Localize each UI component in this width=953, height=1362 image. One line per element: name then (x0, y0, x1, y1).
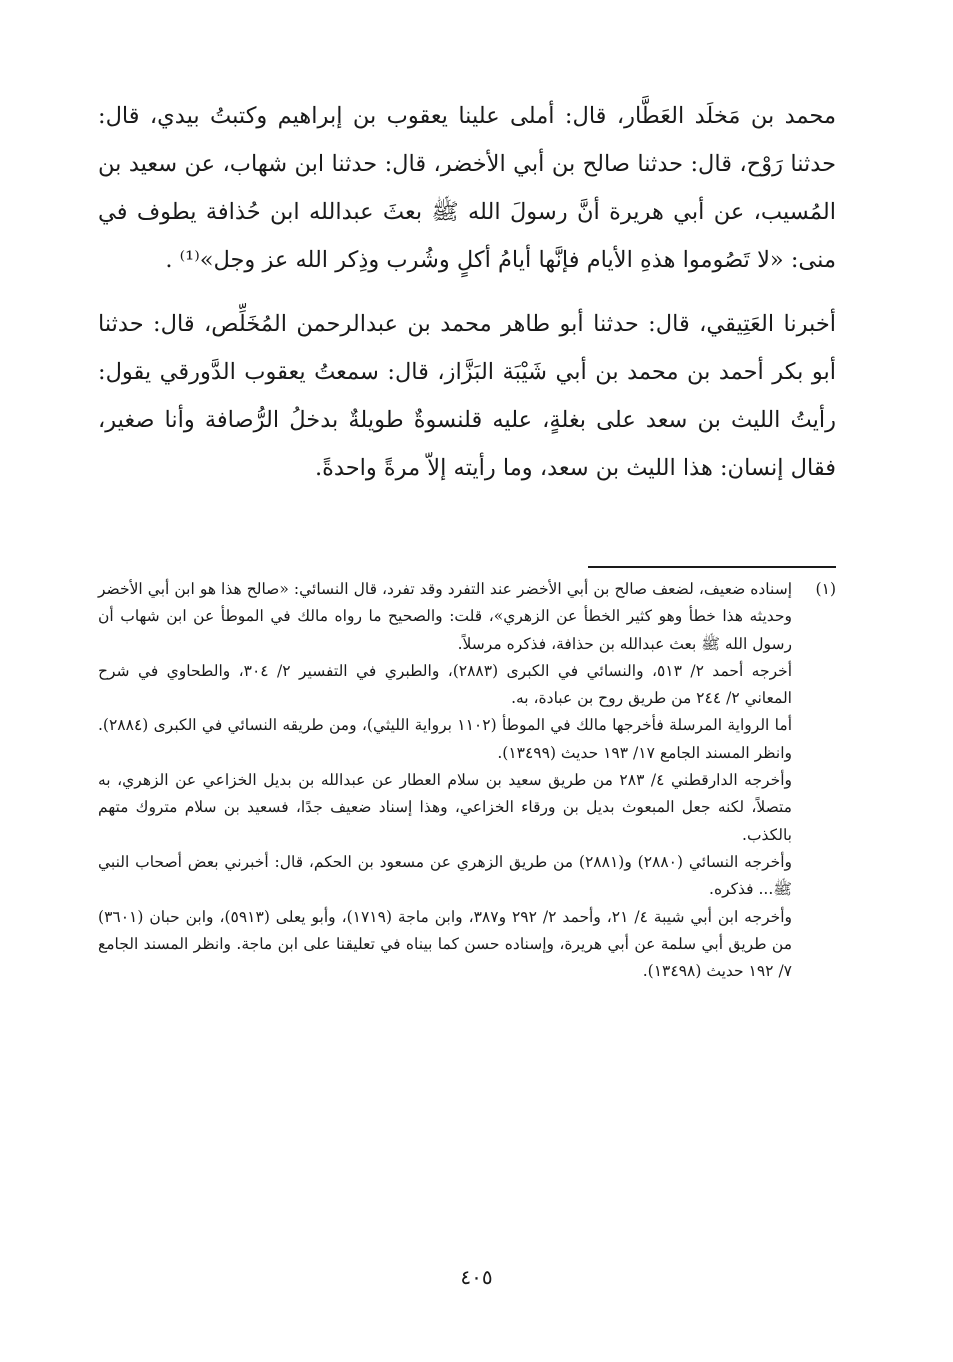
footnote-line: أخرجه أحمد ٢/ ٥١٣، والنسائي في الكبرى (٢٨٨٣)، والطبري في التفسير ٢/ ٣٠٤، والطحاوي في شرح المعاني ٢/ ٢٤٤ من طريق روح بن عبادة، به. (98, 661, 793, 708)
footnote-line: إسناده ضعيف، لضعف صالح بن أبي الأخضر عند التفرد وقد تفرد، قال النسائي: «صالح هذا هو ابن أبي الأخضر وحديثه هذا خطأ وهو كثير الخطأ عن الزهري»، قلت: والصحيح ما رواه مالك في الموطأ عن ابن شهاب أن رسول الله ﷺ بعث عبدالله بن حذافة، فذكره مرسلاً. (98, 580, 792, 653)
footnote-line: أما الرواية المرسلة فأخرجها مالك في الموطأ (١١٠٢ برواية الليثي)، ومن طريقه النسائي في الكبرى (٢٨٨٤). وانظر المسند الجامع ١٧/ ١٩٣ حديث (١٣٤٩٩). (98, 716, 793, 762)
footnote-line: وأخرجه ابن أبي شيبة ٤/ ٢١، وأحمد ٢/ ٢٩٢ و٣٨٧، وابن ماجة (١٧١٩)، وأبو يعلى (٥٩١٣)، وابن حبان (٣٦٠١) من طريق أبي سلمة عن أبي هريرة، وإسناده حسن كما بيناه في تعليقنا على ابن ماجة. وانظر المسند الجامع ٧/ ١٩٢ حديث (١٣٤٩٨). (98, 907, 792, 981)
footnote-number: (١) (815, 580, 836, 598)
footnotes (98, 576, 836, 985)
main-text (98, 92, 836, 492)
footnote-body (98, 576, 792, 985)
footnote-line: وأخرجه الدارقطني ٤/ ٢٨٣ من طريق سعيد بن سلام العطار عن عبدالله بن بديل الخزاعي عن الزهري، به متصلاً، لكنه جعل المبعوث بديل بن ورقاء الخزاعي، وهذا إسناد ضعيف جدًا، فسعيد بن سلام متروك متهم بالكذب. (98, 771, 792, 844)
footnote-divider (588, 566, 836, 568)
page-number: ٤٠٥ (460, 1265, 493, 1289)
paragraph-laith: أخبرنا العَتِيقي، قال: حدثنا أبو طاهر محمد بن عبدالرحمن المُخَلِّص، قال: حدثنا أبو بكر أحمد بن محمد بن أبي شَيْبَة البَزَّاز، قال: سمعتُ يعقوب الدَّورقي يقول: رأيتُ الليث بن سعد على بغلةٍ، عليه قلنسوةٌ طويلةٌ بدخلُ الرُّصافة وأنا صغير، فقال إنسان: هذا الليث بن سعد، وما رأيته إلاّ مرةً واحدةً. (98, 311, 836, 481)
footnote-line: وأخرجه النسائي (٢٨٨٠) و(٢٨٨١) من طريق الزهري عن مسعود بن الحكم، قال: أخبرني بعض أصحاب النبي ﷺ... فذكره. (98, 852, 792, 899)
paragraph-hadith: محمد بن مَخلَد العَطَّار، قال: أملى علينا يعقوب بن إبراهيم وكتبتُ بيدي، قال: حدثنا رَوْح، قال: حدثنا صالح بن أبي الأخضر، قال: حدثنا ابن شهاب، عن سعيد بن المُسيب، عن أبي هريرة أنَّ رسولَ الله ﷺ بعثَ عبدالله ابن حُذافة يطوف في منى: «لا تَصُوموا هذهِ الأيام فإنَّها أيامُ أكلٍ وشُرب وذِكر الله عز وجل»⁽¹⁾ . (98, 103, 836, 273)
footnote-1 (98, 576, 836, 985)
